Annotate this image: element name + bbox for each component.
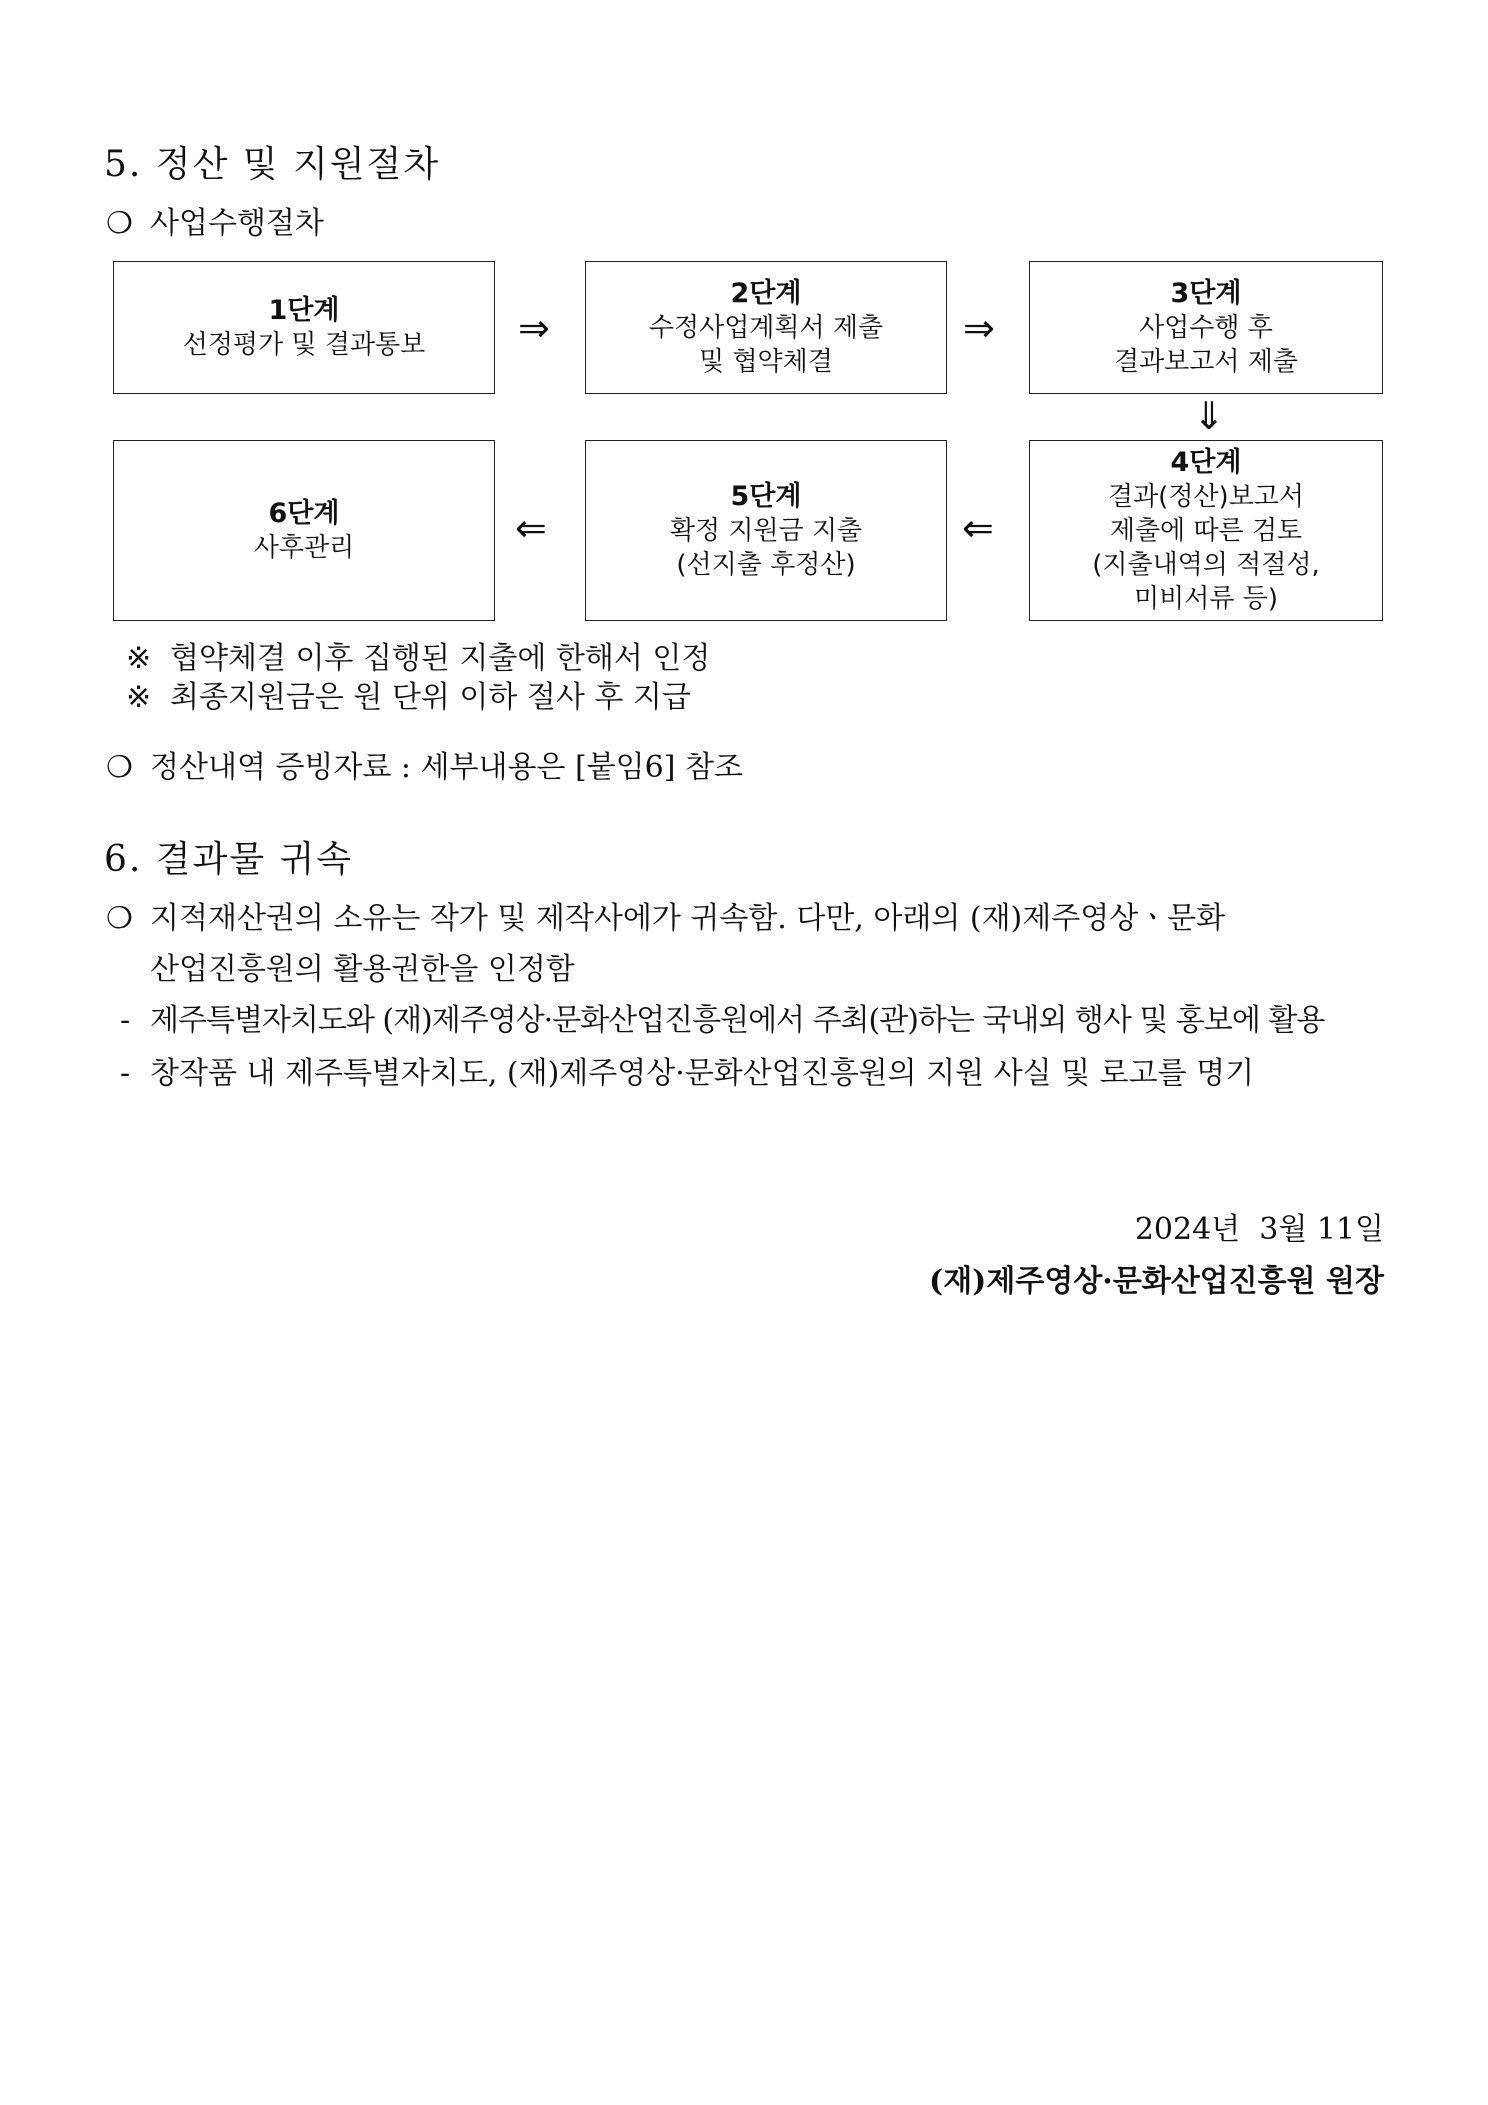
dash-bullet: - <box>120 1003 130 1038</box>
step-label: 2단계 <box>730 277 802 309</box>
paragraph-text: 지적재산권의 소유는 작가 및 제작사에가 귀속함. 다만, 아래의 (재)제주영상ㆍ문화 <box>150 901 1226 936</box>
list-item-usage <box>120 995 1324 1039</box>
step-text: 제출에 따른 검토 <box>1109 515 1303 546</box>
step-text: 수정사업계획서 제출 <box>648 312 884 343</box>
ip-paragraph-line-1 <box>106 893 1225 937</box>
step-text: 결과(정산)보고서 <box>1107 481 1305 512</box>
step-text: 선정평가 및 결과통보 <box>182 329 426 360</box>
procedure-label: 사업수행절차 <box>150 206 324 241</box>
step-text: 및 협약체결 <box>699 346 833 377</box>
right-arrow-icon: ⇒ <box>518 306 550 350</box>
section-6-title: 6. 결과물 귀속 <box>104 839 354 880</box>
step-2-box <box>585 261 947 394</box>
note-text: 최종지원금은 원 단위 이하 절사 후 지급 <box>170 680 691 715</box>
step-label: 1단계 <box>268 294 340 326</box>
step-5-box <box>585 440 947 621</box>
reference-mark-icon: ※ <box>126 680 152 715</box>
bullet-item-procedure <box>106 198 324 242</box>
note-text: 협약체결 이후 집행된 지출에 한해서 인정 <box>170 641 711 676</box>
step-label: 4단계 <box>1170 446 1242 478</box>
step-label: 5단계 <box>730 480 802 512</box>
issuer-signature-line: (재)제주영상·문화산업진흥원 원장 <box>929 1264 1384 1299</box>
step-1-box <box>113 261 495 394</box>
step-text: (선지출 후정산) <box>676 549 856 580</box>
reference-mark-icon: ※ <box>126 641 152 676</box>
circle-bullet-icon: ❍ <box>106 901 133 936</box>
step-text: 사후관리 <box>253 532 355 563</box>
step-text: (지출내역의 적절성, <box>1092 549 1320 580</box>
step-label: 3단계 <box>1170 277 1242 309</box>
step-3-box <box>1029 261 1383 394</box>
left-arrow-icon: ⇐ <box>962 506 994 550</box>
document-date: 2024년 3월 11일 <box>1134 1212 1384 1247</box>
step-text: 사업수행 후 <box>1139 312 1273 343</box>
section-5-title: 5. 정산 및 지원절차 <box>104 144 441 185</box>
right-arrow-icon: ⇒ <box>963 306 995 350</box>
note-1 <box>126 633 710 677</box>
step-text: 결과보고서 제출 <box>1113 346 1299 377</box>
step-label: 6단계 <box>268 497 340 529</box>
list-item-text: 제주특별자치도와 (재)제주영상·문화산업진흥원에서 주최(관)하는 국내외 행사 및 홍보에 활용 <box>150 1003 1325 1038</box>
circle-bullet-icon: ❍ <box>106 750 133 785</box>
ip-paragraph-line-2: 산업진흥원의 활용권한을 인정함 <box>150 952 575 987</box>
note-2 <box>126 672 691 716</box>
list-item-credit <box>120 1048 1254 1092</box>
bullet-item-settlement <box>106 742 743 786</box>
dash-bullet: - <box>120 1056 131 1091</box>
step-6-box <box>113 440 495 621</box>
step-4-box <box>1029 440 1383 621</box>
list-item-text: 창작품 내 제주특별자치도, (재)제주영상·문화산업진흥원의 지원 사실 및 로고를 명기 <box>150 1056 1255 1091</box>
step-text: 확정 지원금 지출 <box>669 515 863 546</box>
left-arrow-icon: ⇐ <box>515 506 547 550</box>
settlement-text: 정산내역 증빙자료 : 세부내용은 [붙임6] 참조 <box>150 750 743 785</box>
circle-bullet-icon: ❍ <box>106 206 133 241</box>
down-arrow-icon: ⇓ <box>1193 394 1225 438</box>
step-text: 미비서류 등) <box>1134 583 1278 614</box>
